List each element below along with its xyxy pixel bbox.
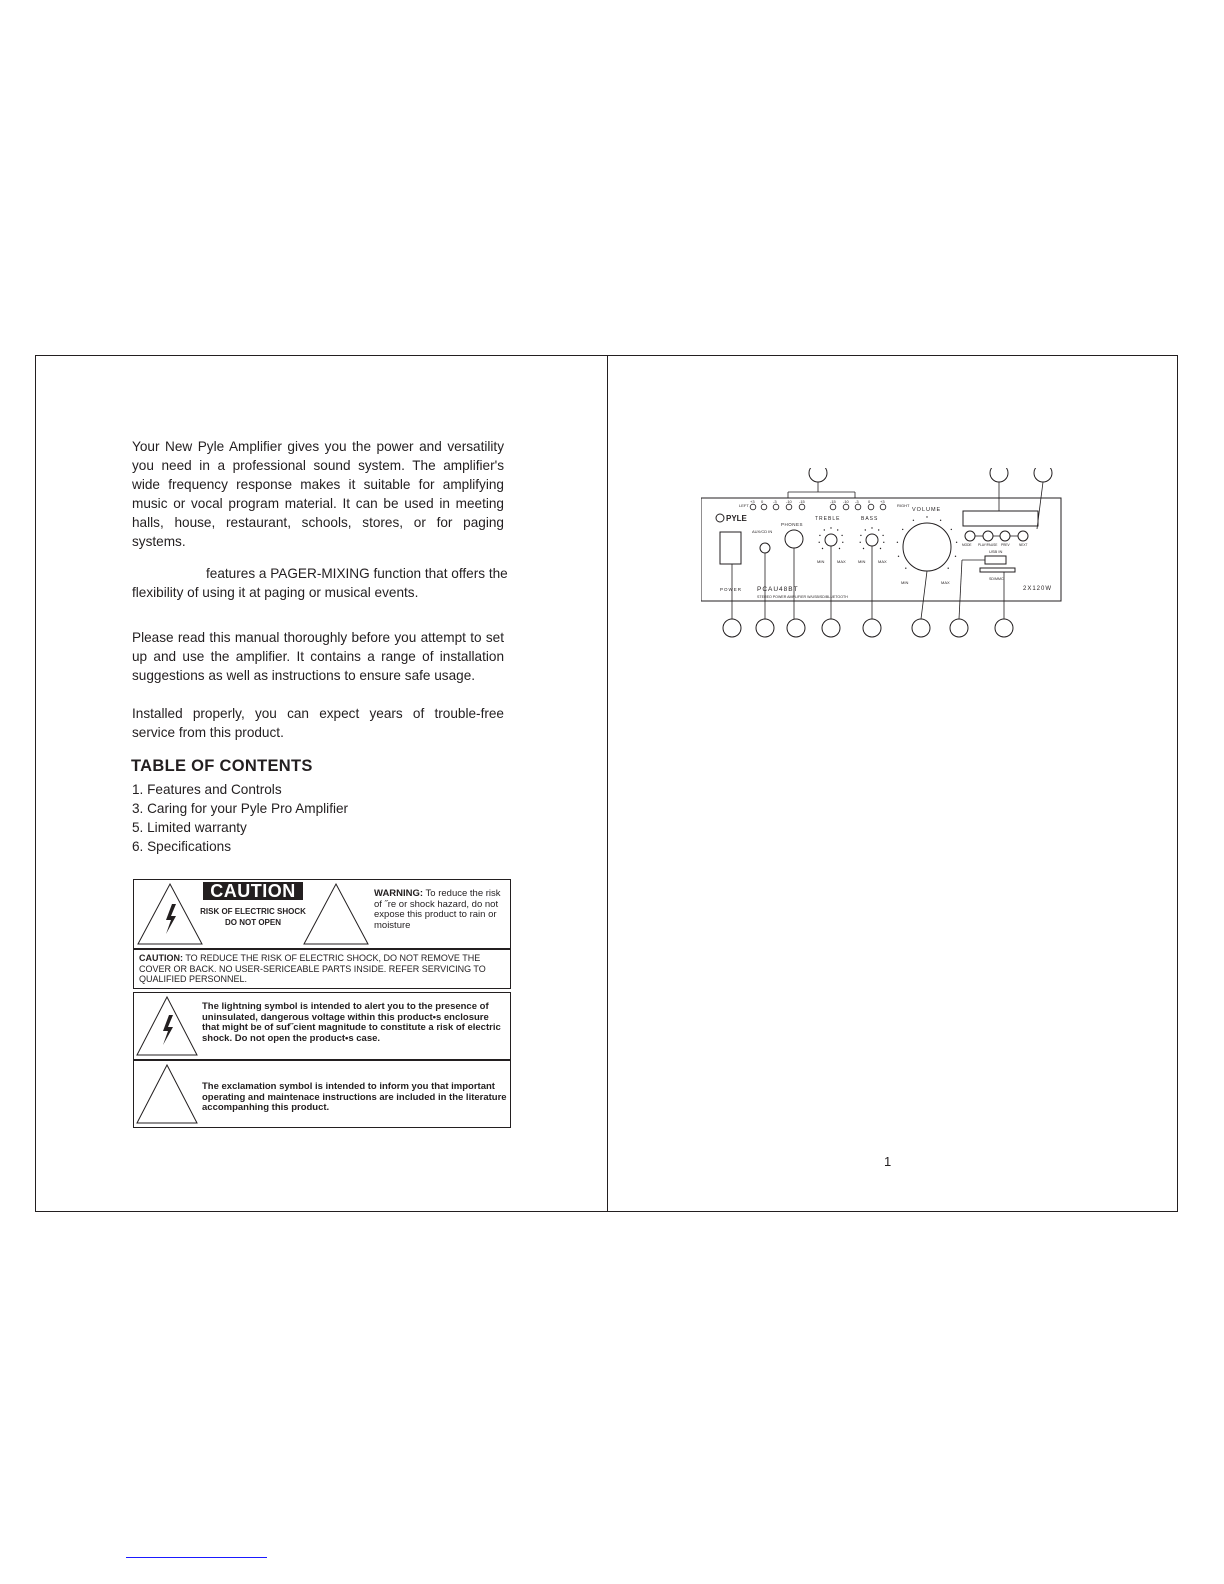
aux-jack[interactable] — [760, 543, 770, 553]
risk-line-2: DO NOT OPEN — [224, 918, 281, 927]
exclamation-symbol-text: The exclamation symbol is intended to inform you that important operating and maintenace instructions are included in the literature accompanhing this product. — [202, 1081, 507, 1113]
meter-led — [855, 504, 861, 510]
treble-knob[interactable] — [825, 534, 837, 546]
meter-led — [843, 504, 849, 510]
treble-scale-dot — [841, 535, 842, 536]
meter-led — [799, 504, 805, 510]
bass-label: BASS — [861, 516, 879, 522]
caution-notice-text — [139, 953, 504, 985]
bass-scale-dot — [860, 535, 861, 536]
meter-led — [761, 504, 767, 510]
aux-label: AUX/CD IN — [752, 529, 773, 534]
pyle-logo-icon — [716, 514, 724, 522]
bass-scale-dot — [882, 535, 883, 536]
intro-paragraph-4: Installed properly, you can expect years of trouble-free service from this product. — [132, 706, 504, 740]
caution-notice-box — [133, 949, 511, 989]
sd-card-slot[interactable] — [980, 568, 1015, 572]
warning-body: To reduce the risk of ˝re or shock hazard, do not expose this product to rain or moisture — [374, 888, 501, 931]
callout-circle — [787, 619, 805, 637]
volume-max-label: MAX — [941, 580, 950, 585]
volume-label: VOLUME — [912, 507, 942, 513]
next-button[interactable] — [1018, 531, 1028, 541]
treble-max-label: MAX — [837, 559, 846, 564]
toc-item: 5. Limited warranty — [132, 820, 247, 835]
bass-scale-dot — [860, 542, 861, 543]
bass-scale-dot — [880, 548, 881, 549]
meter-led — [773, 504, 779, 510]
callout-circle — [1034, 468, 1052, 482]
lightning-warning-icon — [135, 995, 199, 1057]
meter-level-label: 0 — [868, 499, 871, 504]
caution-label: CAUTION — [203, 882, 303, 900]
meter-level-label: -3 — [855, 499, 859, 504]
callout-circle — [912, 619, 930, 637]
bass-scale-dot — [865, 529, 866, 530]
bass-scale-dot — [871, 527, 872, 528]
volume-knob[interactable] — [903, 523, 951, 571]
power-rating-label: 2X120W — [1023, 586, 1053, 592]
phones-label: PHONES — [781, 522, 804, 527]
treble-label: TREBLE — [815, 516, 841, 522]
volume-scale-dot — [956, 542, 957, 543]
exclamation-warning-icon — [302, 882, 370, 946]
bass-scale-dot — [878, 529, 879, 530]
bass-min-label: MIN — [858, 559, 866, 564]
volume-scale-dot — [955, 556, 956, 557]
sd-label: SD/MMC — [989, 577, 1004, 581]
callout-circle — [822, 619, 840, 637]
model-label: PCAU48BT — [757, 586, 799, 593]
volume-scale-dot — [913, 520, 914, 521]
volume-scale-dot — [940, 520, 941, 521]
risk-line-1: RISK OF ELECTRIC SHOCK — [200, 907, 306, 916]
treble-scale-dot — [837, 529, 838, 530]
mode-button[interactable] — [965, 531, 975, 541]
meter-level-label: -15 — [830, 499, 836, 504]
caution-notice-label: CAUTION: — [139, 953, 183, 963]
brand-label: PYLE — [726, 514, 747, 523]
model-subtitle: STEREO POWER AMPLIFIER W/USB/SD/BLUETOOTH — [757, 595, 848, 599]
lightning-symbol-text: The lightning symbol is intended to alert you to the presence of uninsulated, dangerous voltage within this product•s enclosure that might be of suf˝cient magnitude to constitute a risk of electric shock. Do not open the product•s case. — [202, 1001, 501, 1044]
front-panel-diagram — [701, 468, 1081, 648]
next-button-label: NEXT — [1019, 543, 1028, 547]
lightning-symbol-box — [133, 992, 511, 1060]
intro-paragraph-3: Please read this manual thoroughly before you attempt to set up and use the amplifier. It contains a range of installation suggestions as well as instructions to ensure safe usage. — [132, 630, 504, 683]
meter-level-label: -15 — [799, 499, 805, 504]
treble-scale-dot — [819, 535, 820, 536]
callout-circle — [995, 619, 1013, 637]
callout-circle — [809, 468, 827, 482]
volume-scale-dot — [905, 568, 906, 569]
manual-spread — [35, 355, 1178, 1212]
phones-jack[interactable] — [785, 530, 803, 548]
usb-label: USB IN — [989, 549, 1003, 554]
warning-text — [374, 889, 507, 931]
intro-paragraph-2 — [132, 564, 512, 602]
page-number: 1 — [884, 1154, 892, 1169]
bass-scale-dot — [883, 542, 884, 543]
treble-scale-dot — [819, 542, 820, 543]
play-pause-button-label: PLAY/PAUSE — [978, 543, 998, 547]
caution-box — [133, 879, 511, 949]
mode-button-label: MODE — [962, 543, 972, 547]
prev-button[interactable] — [1000, 531, 1010, 541]
usb-port[interactable] — [985, 556, 1006, 564]
play-pause-button[interactable] — [983, 531, 993, 541]
callout-circle — [756, 619, 774, 637]
treble-min-label: MIN — [817, 559, 825, 564]
bass-knob[interactable] — [866, 534, 878, 546]
volume-min-label: MIN — [901, 580, 909, 585]
meter-led — [750, 504, 756, 510]
power-switch[interactable] — [720, 532, 741, 564]
prev-button-label: PREV — [1001, 543, 1010, 547]
volume-scale-dot — [898, 556, 899, 557]
treble-scale-dot — [822, 548, 823, 549]
meter-level-label: -3 — [773, 499, 777, 504]
bass-scale-dot — [863, 548, 864, 549]
toc-item: 3. Caring for your Pyle Pro Amplifier — [132, 801, 349, 816]
toc-item: 6. Specifications — [132, 839, 231, 854]
volume-scale-dot — [897, 542, 898, 543]
callout-circle — [723, 619, 741, 637]
toc-title: TABLE OF CONTENTS — [131, 757, 313, 775]
meter-level-label: +3 — [880, 499, 885, 504]
volume-scale-dot — [951, 529, 952, 530]
warning-label: WARNING: — [374, 888, 424, 899]
exclamation-warning-icon — [135, 1063, 199, 1125]
meter-led — [868, 504, 874, 510]
amplifier-front-panel — [701, 498, 1061, 601]
left-channel-label: LEFT — [739, 503, 749, 508]
volume-scale-dot — [948, 568, 949, 569]
bass-max-label: MAX — [878, 559, 887, 564]
volume-scale-dot — [902, 529, 903, 530]
intro-paragraph-1: Your New Pyle Amplifier gives you the power and versatility you need in a professional sound system. The amplifier's wide frequency response makes it suitable for amplifying music or vocal program material. It can be used in meeting halls, house, restaurant, schools, stores, or for paging systems. — [132, 439, 504, 549]
treble-scale-dot — [824, 529, 825, 530]
toc-list — [132, 780, 348, 856]
callout-circle — [950, 619, 968, 637]
risk-of-shock-text — [194, 906, 312, 928]
meter-led — [880, 504, 886, 510]
page-divider — [607, 356, 608, 1211]
caution-notice-body: TO REDUCE THE RISK OF ELECTRIC SHOCK, DO NOT REMOVE THE COVER OR BACK. NO USER-SERICEABLE PARTS INSIDE. REFER SERVICING TO QUALIFIED PERSONNEL. — [139, 953, 486, 984]
intro-paragraph-2-text: features a PAGER-MIXING function that offers the flexibility of using it at paging or musical events. — [132, 566, 508, 600]
treble-scale-dot — [842, 542, 843, 543]
meter-level-label: -10 — [843, 499, 849, 504]
callout-circle — [863, 619, 881, 637]
right-channel-label: RIGHT — [897, 503, 910, 508]
volume-scale-dot — [926, 516, 927, 517]
exclamation-symbol-box — [133, 1060, 511, 1128]
meter-led — [786, 504, 792, 510]
treble-scale-dot — [830, 527, 831, 528]
power-label: POWER — [720, 587, 743, 592]
treble-scale-dot — [839, 548, 840, 549]
meter-level-label: +3 — [750, 499, 755, 504]
meter-level-label: -10 — [786, 499, 792, 504]
callout-circle — [990, 468, 1008, 482]
toc-item: 1. Features and Controls — [132, 782, 282, 797]
meter-level-label: 0 — [761, 499, 764, 504]
display-window — [963, 511, 1038, 526]
meter-led — [830, 504, 836, 510]
hyperlink-underline[interactable] — [126, 1557, 267, 1558]
